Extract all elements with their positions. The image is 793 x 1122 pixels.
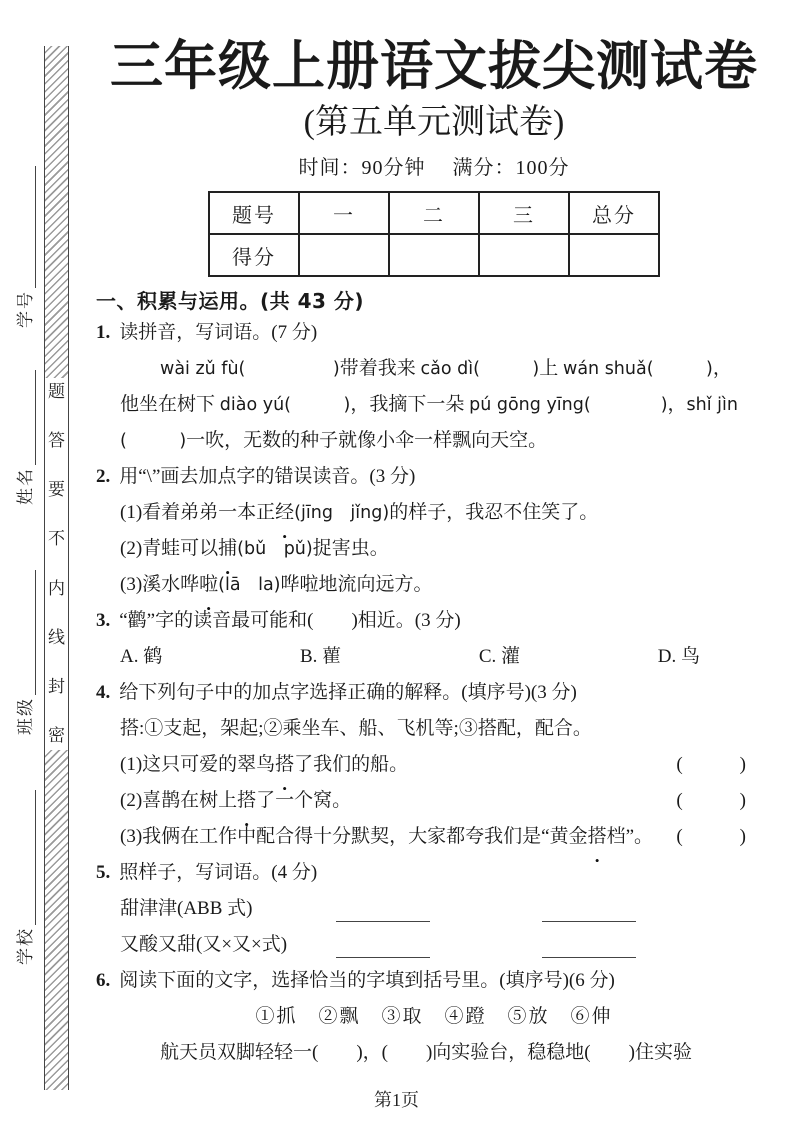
q2-item-3: (3)溪水哗啦(lā la)哗啦地流向远方。 [120,574,433,595]
margin-field-student-number [12,166,36,328]
field-label: 班级 [16,697,35,735]
question-number: 3. [96,610,111,631]
seal-line-strip [44,46,69,1090]
question-number: 5. [96,862,111,883]
seal-text-column [45,378,68,750]
seal-char: 密 [48,725,65,745]
score-input-cell [479,234,569,276]
seal-char: 内 [48,578,65,598]
answer-slot: ( ) [676,826,746,847]
paper-content [96,0,772,1071]
item-text: (3)我俩在工作中配合得十分默契，大家都夸我们是“黄金搭档”。 [120,826,654,847]
question-1-header [96,315,772,351]
question-4-header [96,675,772,711]
question-title: “鹳”字的读音最可能和( )相近。(3 分) [119,610,461,631]
q4-definition: 搭:①支起，架起;②乘坐车、船、飞机等;③搭配，配合。 [120,718,592,739]
seal-char: 要 [48,480,65,500]
field-label: 学校 [16,927,35,965]
score-table-header-cell: 题号 [209,192,299,234]
score-table [208,191,660,277]
score-table-header-cell: 二 [389,192,479,234]
option-c: C. 灌 [478,646,521,667]
field-write-line [20,166,36,288]
seal-char: 线 [48,627,65,647]
q6-passage: 航天员双脚轻轻一( )，( )向实验台，稳稳地( )住实验 [160,1042,692,1063]
field-write-line [20,370,36,465]
q4-item-2 [96,783,772,819]
q1-pinyin-line-1: wài zǔ fù( )带着我来 cǎo dì( )上 wán shuǎ( )， [160,358,732,379]
answer-line [542,896,636,922]
item-text: (2)喜鹊在树上搭了一个窝。 [120,790,352,811]
q4-item-3 [96,819,772,855]
seal-char: 封 [48,676,65,696]
field-write-line [20,570,36,695]
score-input-cell [389,234,479,276]
paper-title: 三年级上册语文拔尖测试卷 [110,36,758,97]
time-and-score-info: 时间：90分钟 满分：100分 [298,157,570,179]
question-title: 照样子，写词语。(4 分) [119,862,318,883]
margin-field-name [12,370,36,505]
paper-subtitle: (第五单元测试卷) [303,104,565,141]
page-number: 第1页 [374,1090,419,1110]
question-title: 用“\”画去加点字的错误读音。(3 分) [119,466,416,487]
question-5-header [96,855,772,891]
hatch-pattern-top [45,46,68,378]
option-b: B. 雚 [299,646,342,667]
answer-line [336,896,430,922]
question-number: 1. [96,322,111,343]
q3-options-row [96,639,772,675]
score-table-header-row [209,192,659,234]
q6-choices: ①抓 ②飘 ③取 ④蹬 ⑤放 ⑥伸 [255,1006,613,1027]
score-row-label: 得分 [209,234,299,276]
question-number: 6. [96,970,111,991]
seal-char: 不 [48,529,65,549]
answer-line [542,932,636,958]
question-number: 4. [96,682,111,703]
option-a: A. 鹤 [120,646,163,667]
question-6-header [96,963,772,999]
q5-row-2 [96,927,772,963]
answer-slot: ( ) [676,754,746,775]
question-title: 读拼音，写词语。(7 分) [119,322,318,343]
field-label: 学号 [16,290,35,328]
option-d: D. 鸟 [657,646,700,667]
question-title: 阅读下面的文字，选择恰当的字填到括号里。(填序号)(6 分) [119,970,615,991]
score-table-header-cell: 三 [479,192,569,234]
field-label: 姓名 [16,467,35,505]
margin-field-class [12,570,36,735]
score-input-cell [299,234,389,276]
score-table-score-row [209,234,659,276]
hatch-pattern-bottom [45,750,68,1090]
question-3-header [96,603,772,639]
margin-field-school [12,790,36,965]
example-word: 甜津津(ABB 式) [120,898,253,919]
answer-line [336,932,430,958]
q2-item-1: (1)看着弟弟一本正经(jīng jǐng)的样子，我忍不住笑了。 [120,502,599,523]
score-input-cell [569,234,659,276]
score-table-header-cell: 一 [299,192,389,234]
example-word: 又酸又甜(又×又×式) [120,934,288,955]
score-table-header-cell: 总分 [569,192,659,234]
question-2-header [96,459,772,495]
q1-pinyin-line-2: 他坐在树下 diào yú( )，我摘下一朵 pú gōng yīng( )，shǐ jìn [120,394,738,415]
field-write-line [20,790,36,925]
answer-slot: ( ) [676,790,746,811]
q4-item-1 [96,747,772,783]
item-text: (1)这只可爱的翠鸟搭了我们的船。 [120,754,409,775]
question-title: 给下列句子中的加点字选择正确的解释。(填序号)(3 分) [119,682,577,703]
q5-row-1 [96,891,772,927]
q2-item-2: (2)青蛙可以捕(bǔ pǔ)捉害虫。 [120,538,389,559]
section-1-title: 一、积累与运用。(共 43 分) [96,289,365,313]
q1-pinyin-line-3: ( )一吹，无数的种子就像小伞一样飘向天空。 [120,430,548,451]
seal-char: 题 [48,382,65,401]
question-number: 2. [96,466,111,487]
seal-char: 答 [48,431,65,451]
